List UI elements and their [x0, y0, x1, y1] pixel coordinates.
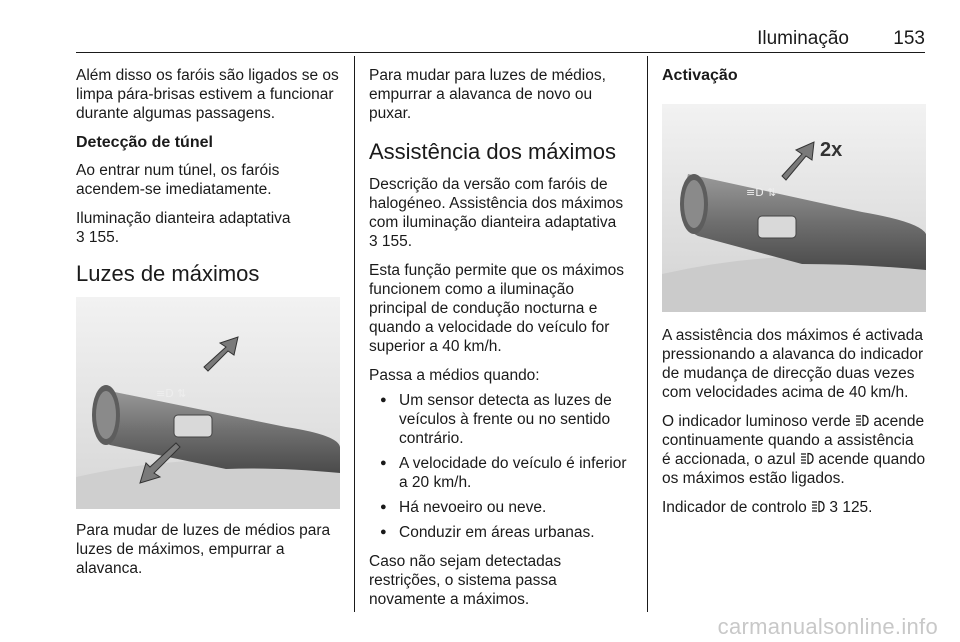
column-3 — [662, 66, 926, 527]
paragraph: Esta função permite que os máximos funcionem como a iluminação principal de condução nocturna e quando a velocidade do veículo for superior a 40 km/h. — [369, 262, 625, 355]
bullet-list — [369, 391, 635, 542]
paragraph: Passa a médios quando: — [369, 367, 540, 384]
column-2 — [369, 66, 635, 619]
paragraph: O indicador luminoso verde acende continuamente quando a assistência é accionada, o azul acende quando os máximos estão ligados. — [662, 413, 926, 487]
column-divider — [354, 56, 355, 612]
paragraph: A assistência dos máximos é activada pressionando a alavanca do indicador de mudança de direcção duas vezes com velocidades acima de 40 km/h. — [662, 327, 924, 401]
high-beam-icon — [800, 452, 814, 465]
list-item: ● Há nevoeiro ou neve. — [369, 498, 635, 517]
paragraph: Indicador de controlo 3 125. — [662, 499, 873, 516]
auto-high-beam-icon — [811, 500, 825, 513]
heading-high-beam-assist: Assistência dos máximos — [369, 139, 616, 164]
auto-high-beam-icon — [855, 414, 869, 427]
list-item: ● Conduzir em áreas urbanas. — [369, 523, 635, 542]
heading-high-beam: Luzes de máximos — [76, 261, 260, 286]
paragraph: Para mudar para luzes de médios, empurrar a alavanca de novo ou puxar. — [369, 67, 606, 122]
paragraph: Ao entrar num túnel, os faróis acendem-se imediatamente. — [76, 162, 280, 198]
list-item: ● A velocidade do veículo é inferior a 20 km/h. — [369, 454, 635, 492]
figure-label: 2x — [820, 139, 843, 161]
page-number: 153 — [893, 28, 925, 49]
page-header — [76, 22, 925, 53]
column-divider — [647, 56, 648, 612]
list-item: ● Um sensor detecta as luzes de veículos à frente ou no sentido contrário. — [369, 391, 635, 448]
paragraph: Caso não sejam detectadas restrições, o sistema passa novamente a máximos. — [369, 553, 562, 608]
watermark: carmanualsonline.info — [717, 614, 938, 639]
heading-activation: Activação — [662, 67, 738, 84]
svg-text:≡D ⇅: ≡D ⇅ — [746, 186, 777, 199]
page-title: Iluminação — [757, 28, 849, 49]
paragraph: Para mudar de luzes de médios para luzes de máximos, empurrar a alavanca. — [76, 522, 331, 577]
paragraph: Descrição da versão com faróis de halogéneo. Assistência dos máximos com iluminação dianteira adaptativa 3 155. — [369, 176, 624, 250]
heading-tunnel-detection: Detecção de túnel — [76, 134, 213, 151]
page-reference: 3 155. — [76, 229, 120, 246]
page-reference: 3 125. — [829, 499, 873, 516]
paragraph: Iluminação dianteira adaptativa 3 155. — [76, 210, 291, 246]
paragraph: Além disso os faróis são ligados se os limpa pára-brisas estivem a funcionar durante algumas passagens. — [76, 67, 339, 122]
svg-text:≡D ⇅: ≡D ⇅ — [156, 387, 187, 400]
column-1 — [76, 66, 342, 588]
page-reference: 3 155. — [369, 233, 413, 250]
lever-press-illustration — [662, 104, 926, 312]
lever-illustration — [76, 297, 340, 509]
